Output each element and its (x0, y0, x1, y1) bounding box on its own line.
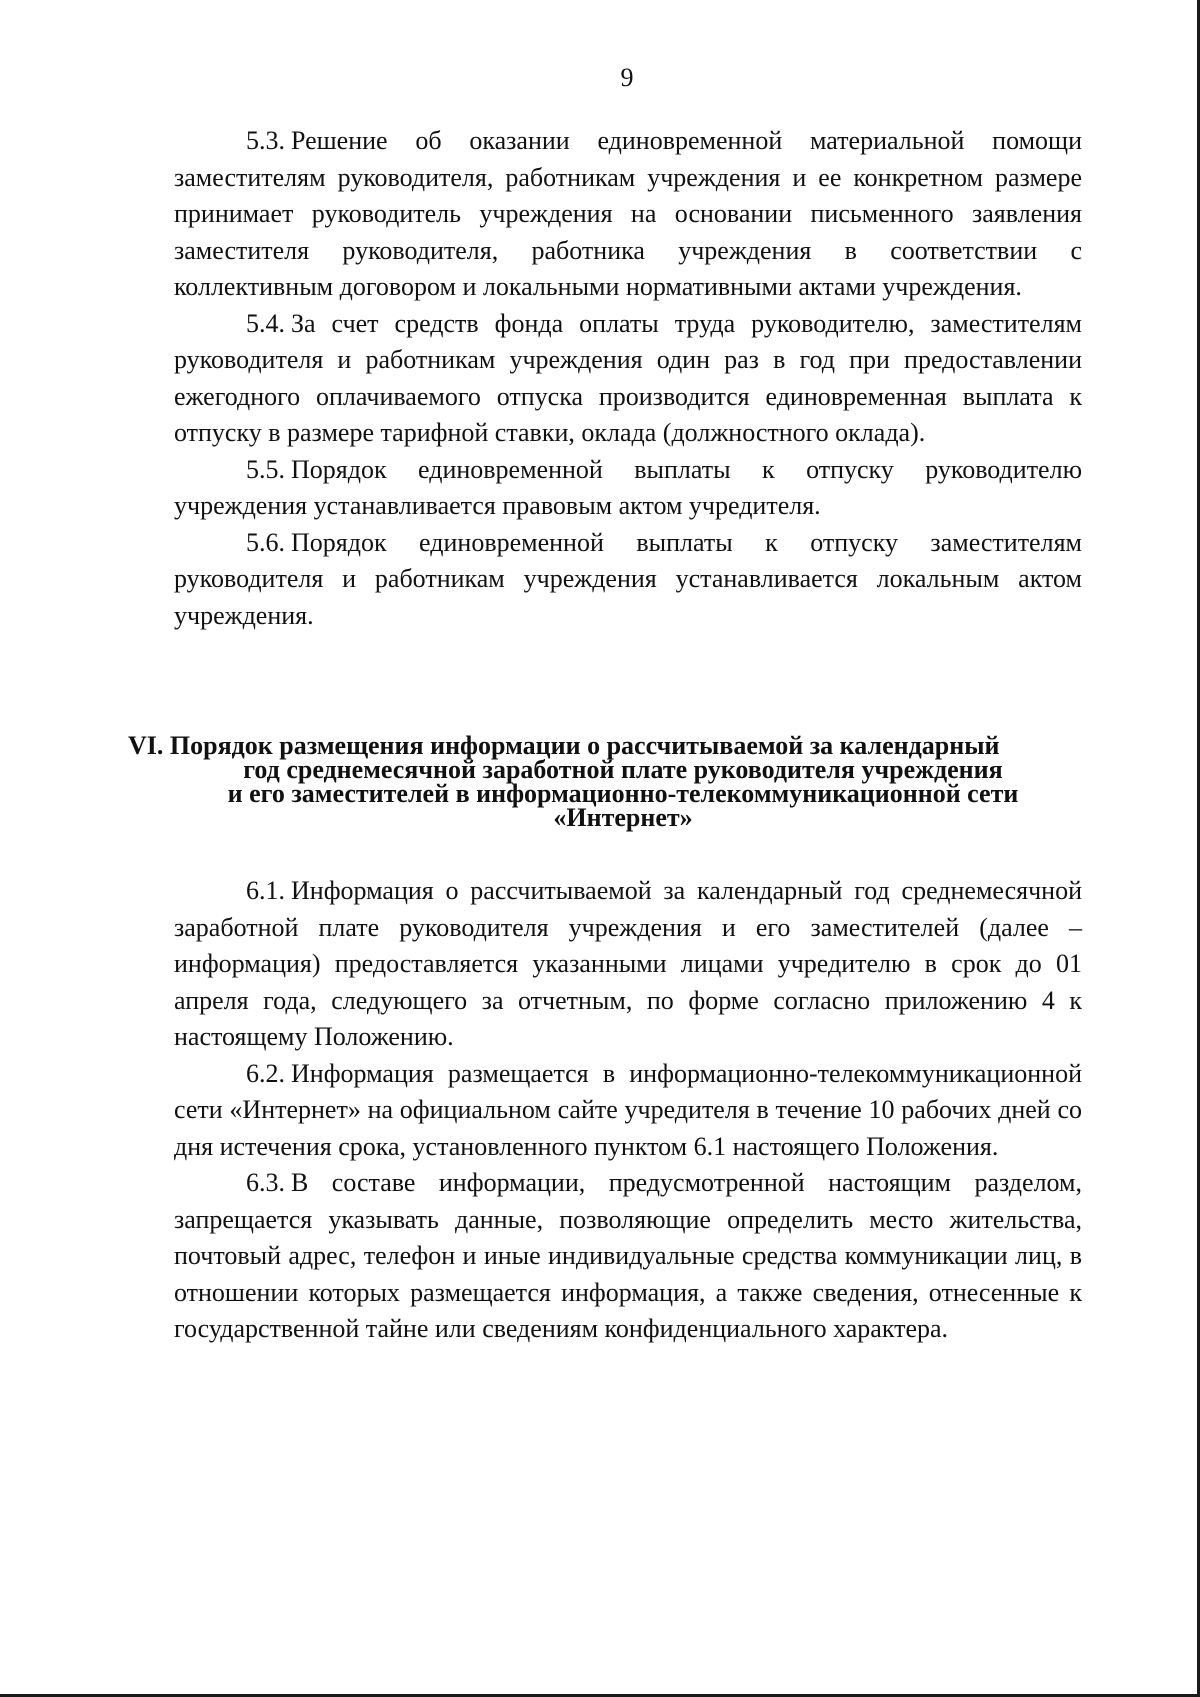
paragraph-number: 5.6. (246, 527, 285, 557)
paragraph-number: 6.2. (246, 1058, 285, 1088)
paragraph-5-6 (174, 525, 1082, 635)
heading-line-1: VI. Порядок размещения информации о рассчитываемой за календарный (128, 731, 1000, 760)
section-6-paragraphs (174, 873, 1082, 1348)
heading-line-3: и его заместителей в информационно-телекоммуникационной сети (227, 779, 1019, 808)
section-5-paragraphs (174, 123, 1082, 634)
heading-line-2: год среднемесячной заработной плате руководителя учреждения (243, 755, 1003, 784)
section-6-heading (128, 731, 1118, 832)
paragraph-6-2 (174, 1056, 1082, 1166)
paragraph-text: Решение об оказании единовременной материальной помощи заместителям руководителя, работникам учреждения и ее конкретном размере принимает руководитель учреждения на основании письменного заявления заместителя руководителя, работника учреждения в соответствии с коллективным договором и локальными нормативными актами учреждения. (174, 126, 1082, 301)
paragraph-5-3 (174, 123, 1082, 306)
paragraph-5-5 (174, 452, 1082, 525)
paragraph-number: 6.3. (246, 1168, 285, 1197)
page-number: 9 (620, 63, 634, 92)
paragraph-6-1 (174, 873, 1082, 1056)
heading-line-4: «Интернет» (553, 803, 693, 832)
paragraph-5-4 (174, 306, 1082, 452)
paragraph-number: 6.1. (246, 876, 285, 905)
paragraph-number: 5.5. (246, 454, 285, 484)
paragraph-text: Порядок единовременной выплаты к отпуску руководителю учреждения устанавливается правовым актом учредителя. (174, 454, 1082, 520)
paragraph-text: Информация о рассчитываемой за календарный год среднемесячной заработной плате руководителя учреждения и его заместителей (далее – информация) предоставляется указанными лицами учредителю в срок до 01 апреля года, следующего за отчетным, по форме согласно приложению 4 к настоящему Положению. (174, 876, 1082, 1051)
paragraph-text: За счет средств фонда оплаты труда руководителю, заместителям руководителя и работникам учреждения один раз в год при предоставлении ежегодного оплачиваемого отпуска производится единовременная выплата к отпуску в размере тарифной ставки, оклада (должностного оклада). (174, 308, 1082, 447)
paragraph-6-3 (174, 1165, 1082, 1348)
paragraph-number: 5.4. (246, 308, 285, 338)
paragraph-text: Порядок единовременной выплаты к отпуску заместителям руководителя и работникам учреждения устанавливается локальным актом учреждения. (174, 527, 1082, 630)
paragraph-number: 5.3. (246, 126, 285, 155)
paragraph-text: В составе информации, предусмотренной настоящим разделом, запрещается указывать данные, позволяющие определить место жительства, почтовый адрес, телефон и иные индивидуальные средства коммуникации лиц, в отношении которых размещается информация, а также сведения, отнесенные к государственной тайне или сведениям конфиденциального характера. (174, 1168, 1082, 1343)
paragraph-text: Информация размещается в информационно-телекоммуникационной сети «Интернет» на официальном сайте учредителя в течение 10 рабочих дней со дня истечения срока, установленного пунктом 6.1 настоящего Положения. (174, 1058, 1082, 1161)
